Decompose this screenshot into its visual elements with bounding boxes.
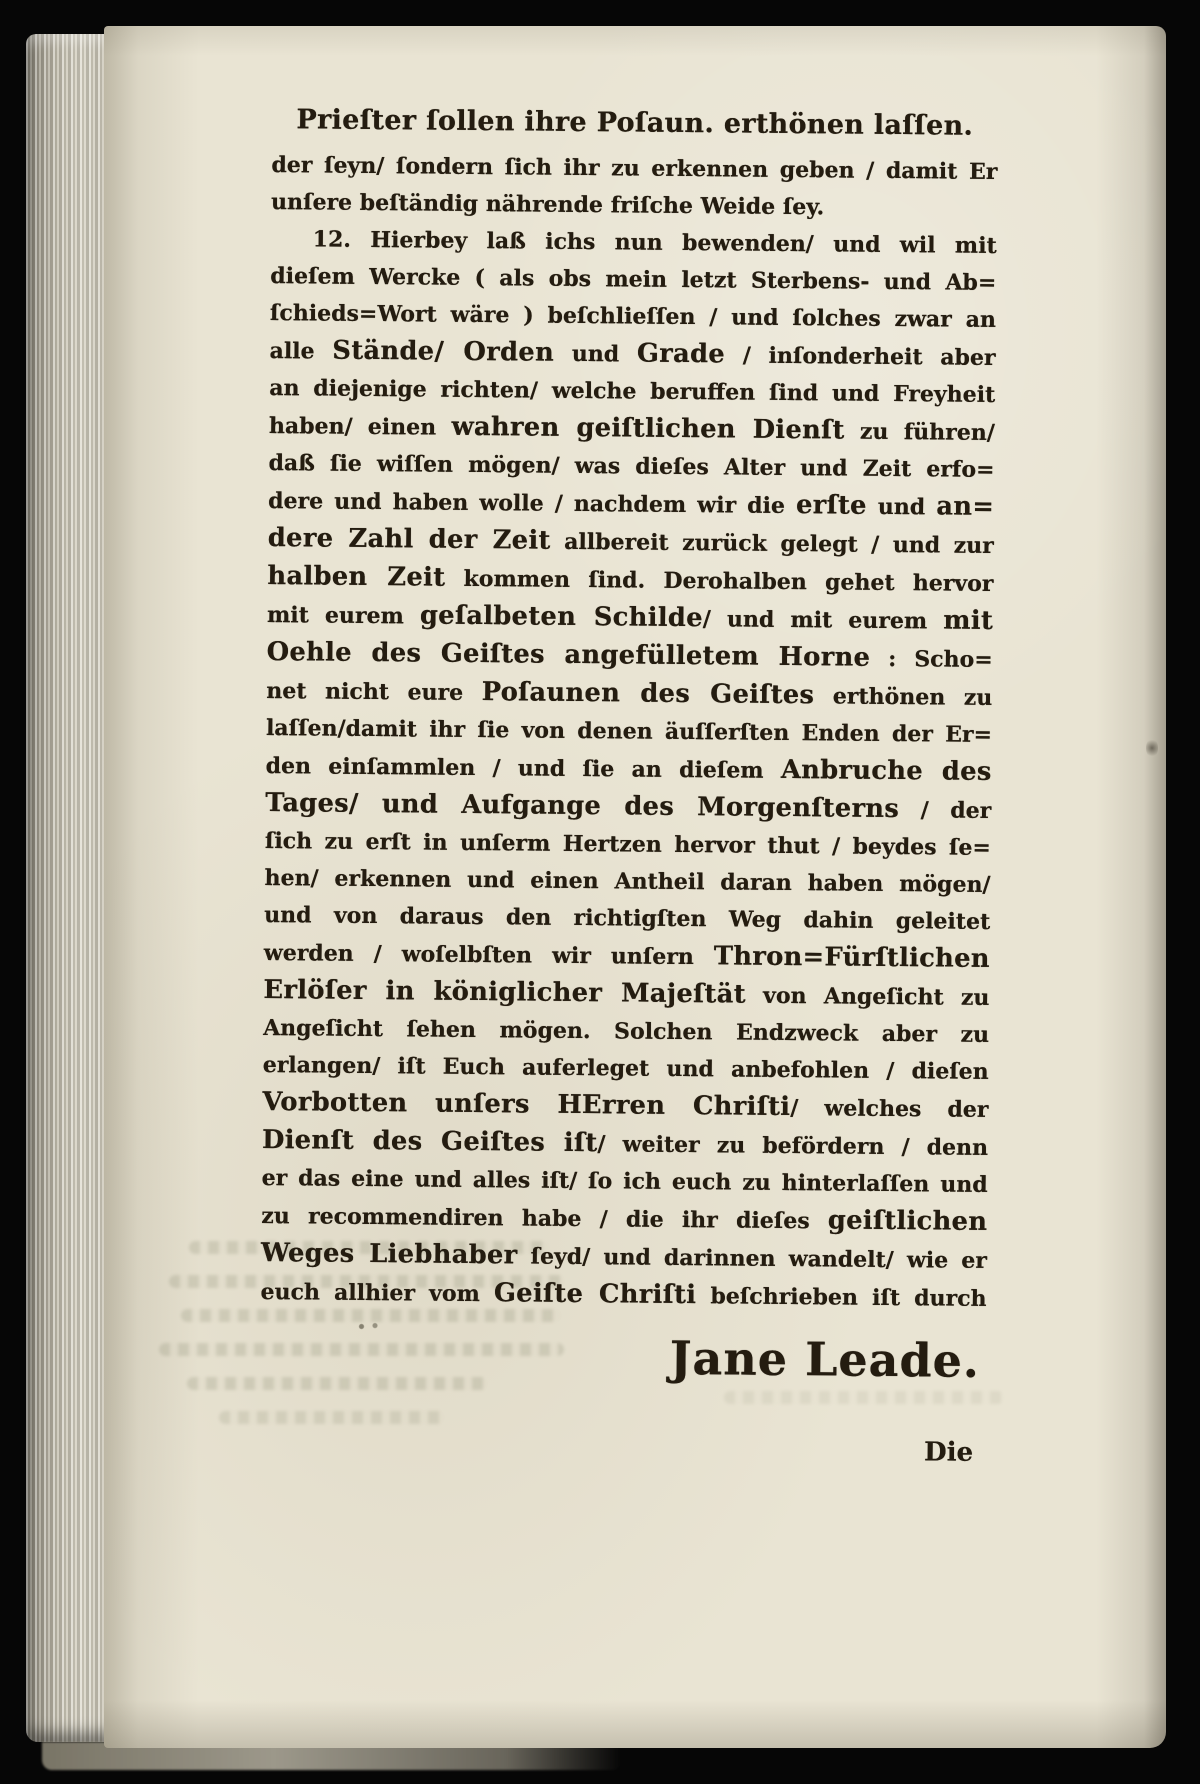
body-text-segment: hen/ erkennen und einen Antheil daran haben mögen/: [264, 864, 991, 898]
body-text-segment: und: [866, 493, 937, 521]
body-text-segment: / weiter zu befördern / denn: [597, 1131, 989, 1161]
emphasized-text: Stände/ Orden: [332, 335, 555, 368]
emphasized-text: Thron=Fürſtlichen: [713, 941, 990, 974]
body-text-segment: alle: [269, 337, 333, 365]
emphasized-text: Grade: [636, 338, 726, 370]
body-text-segment: / inſonderheit aber: [724, 342, 996, 371]
body-text-segment: und von daraus den richtigſten Weg dahin geleitet: [264, 901, 991, 935]
text-block: [259, 104, 998, 1468]
book-page: [104, 26, 1166, 1748]
emphasized-text: Tages/ und Aufgange des Morgenſterns: [265, 787, 900, 825]
body-text-segment: Angeſicht ſehen mögen. Solchen Endzweck aber zu: [263, 1014, 990, 1048]
emphasized-text: Oehle des Geiſtes angefülletem Horne: [266, 636, 871, 673]
body-text-segment: unſere beſtändig nährende friſche Weide ſey.: [270, 188, 825, 221]
emphasized-text: an=: [936, 491, 995, 522]
emphasized-text: halben Zeit: [267, 560, 446, 593]
body-text-segment: ſeyd/ und darinnen wandelt/ wie er: [517, 1243, 988, 1274]
body-text-segment: ſich zu erſt in unſerm Hertzen hervor thut / beydes ſe=: [264, 827, 992, 861]
body-text-segment: von Angeſicht zu: [745, 982, 990, 1011]
body-text-segment: erthönen zu: [814, 683, 993, 711]
body-text-segment: werden / woſelbſten wir unſern: [263, 939, 714, 971]
emphasized-text: erſte: [795, 490, 867, 521]
body-text-segment: 12. Hierbey laß ichs nun bewenden/ und wil mit: [312, 226, 997, 259]
emphasized-text: mit: [943, 605, 994, 636]
body-text-segment: kommen ſind. Derohalben gehet hervor: [445, 565, 994, 597]
body-text-segment: erlangen/ iſt Euch auferleget und anbefohlen / dieſen: [262, 1051, 989, 1085]
emphasized-text: Anbruche des: [780, 754, 992, 787]
emphasized-text: Geiſte Chriſti: [493, 1278, 697, 1311]
emphasized-text: Vorbotten unſers HErren Chriſti: [262, 1086, 791, 1123]
body-text-segment: an diejenige richten/ welche beruffen ſind und Freyheit: [269, 374, 996, 408]
body-text-segment: allbereit zurück gelegt / und zur: [550, 528, 994, 559]
body-text-segment: net nicht eure: [266, 677, 482, 707]
body-text-segment: dere und haben wolle / nachdem wir die: [268, 487, 797, 520]
emphasized-text: Weges Liebhaber: [260, 1237, 518, 1271]
emphasized-text: dere Zahl der Zeit: [267, 522, 551, 556]
body-text-segment: dieſem Wercke ( als obs mein letzt Sterbens- und Ab=: [270, 262, 997, 296]
body-text-segment: mit eurem: [266, 601, 421, 630]
body-text-segment: laſſen/damit ihr ſie von denen äuſſerſten Enden der Er=: [265, 714, 993, 748]
body-text-segment: den einſammlen / und ſie an dieſem: [265, 752, 782, 784]
text-line: [260, 1273, 986, 1318]
emphasized-text: wahren geiſtlichen Dienſt: [451, 411, 845, 446]
body-text-segment: / der: [899, 797, 992, 824]
catchword: Die: [923, 1437, 974, 1468]
emphasized-text: geſalbeten Schilde: [419, 600, 703, 634]
page-fleck: [1146, 738, 1158, 758]
body-text-segment: zu führen/: [844, 418, 995, 446]
body-text-segment: / und mit eurem: [702, 606, 944, 635]
author-signature: Jane Leade.: [669, 1330, 981, 1388]
running-header: Prieſter ſollen ihre Poſaun. erthönen laſſen.: [296, 104, 974, 142]
body-text-segment: er das eine und alles iſt/ ſo ich euch zu hinterlaſſen und: [261, 1164, 988, 1198]
emphasized-text: Erlöſer in königlicher Majeſtät: [263, 974, 746, 1010]
body-text-segment: beſchrieben iſt durch: [696, 1283, 987, 1312]
body-text-segment: ſchieds=Wort wäre ) beſchlieſſen / und ſolches zwar an: [269, 299, 997, 333]
emphasized-text: Dienſt des Geiſtes iſt: [261, 1124, 598, 1159]
body-text-segment: euch allhier vom: [260, 1278, 495, 1308]
body-text-segment: und: [553, 340, 638, 368]
body-text-segment: daß ſie wiſſen mögen/ was dieſes Alter und Zeit erfo=: [268, 449, 995, 483]
body-text-segment: der ſeyn/ ſondern ſich ihr zu erkennen geben / damit Er: [271, 151, 998, 185]
emphasized-text: geiſtlichen: [827, 1205, 988, 1237]
body-text: [260, 147, 997, 1318]
body-text-segment: / welches der: [790, 1095, 989, 1123]
body-text-segment: haben/ einen: [268, 412, 452, 441]
emphasized-text: Poſaunen des Geiſtes: [481, 677, 815, 711]
body-text-segment: : Scho=: [870, 645, 993, 673]
body-text-segment: zu recommendiren habe / die ihr dieſes: [261, 1202, 829, 1235]
